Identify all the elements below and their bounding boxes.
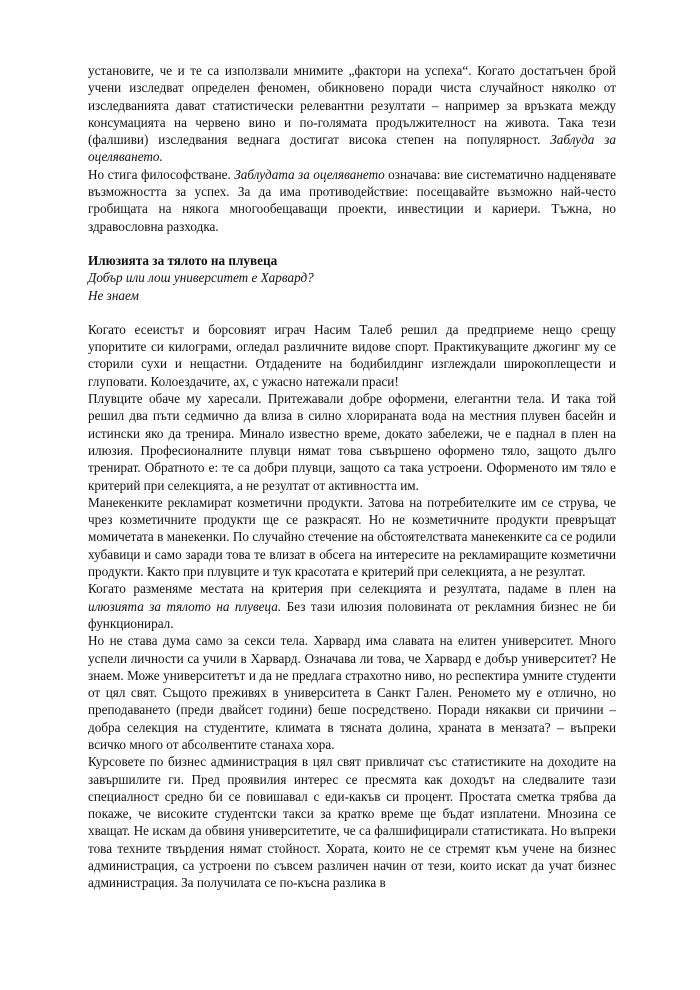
section-subtitle: Добър или лош университет е Харвард? — [88, 270, 314, 286]
paragraph — [88, 166, 616, 235]
emphasis-text: Заблудата за оцеляването — [234, 166, 385, 182]
paragraph-text: установите, че и те са използвали мнимите „фактори на успеха“. Когато достатъчен брой учени изследват определен феномен, обикновено поради чиста случайност няколко от изследванията дават статистически релевантни резултати – например за връзката между консумацията на червено вино и по-голямата продължителност на живота. Така тези (фалшиви) изследвания веднага достигат висока степен на популярност. — [88, 63, 616, 148]
section-heading: Илюзията за тялото на плувеца — [88, 252, 278, 268]
paragraph-text: означава: вие систематично надценявате възможността за успех. За да има противодействие: посещавайте възможно най-често гробищата на някога многообещаващи проекти, инвестиции и кариери. Тъжна, но здравословна разходка. — [88, 166, 616, 234]
paragraph: Когато есеистът и борсовият играч Насим Талеб решил да предприеме нещо срещу упоритите си килограми, огледал различните видове спорт. Практикуващите джогинг му се сторили сухи и нещастни. Отдадените на бодибилдинг изглеждали широкоплещести и глуповати. Колоездачите, ах, с ужасно натежали праси! — [88, 321, 616, 389]
document-page — [88, 62, 616, 892]
paragraph: Плувците обаче му харесали. Притежавали добре оформени, елегантни тела. И така той решил два пъти седмично да влиза в силно хлорираната вода на местния плувен басейн и истински яко да тренира. Минало известно време, докато забележи, че е паднал в плен на илюзия. Професионалните плувци нямат това съвършено оформено тяло, защото дълго тренират. Обратното е: те са добри плувци, защото са така устроени. Оформеното им тяло е критерий при селекцията, а не резултат от активността им. — [88, 391, 616, 493]
emphasis-text: Заблуда за оцеляването. — [88, 132, 616, 165]
spacer — [88, 235, 616, 252]
paragraph-text: Без тази илюзия половината от рекламния бизнес не би функционирал. — [88, 598, 616, 631]
paragraph-text: Но стига философстване. — [88, 166, 235, 182]
spacer — [88, 304, 616, 321]
emphasis-text: илюзията за тялото на плувеца. — [88, 598, 282, 614]
paragraph — [88, 62, 616, 166]
paragraph — [88, 580, 616, 632]
paragraph: Манекенките рекламират козметични продукти. Затова на потребителките им се струва, че чрез козметичните продукти ще се разкрасят. Но не козметичните продукти превръщат момичетата в манекенки. По случайно стечение на обстоятелствата манекенките са се родили хубавици и само заради това те влизат в обсега на интересите на рекламиращите козметични продукти. Както при плувците и тук красотата е критерий при селекцията, а не резултат. — [88, 494, 616, 580]
paragraph: Но не става дума само за секси тела. Харвард има славата на елитен университет. Много успели личности са учили в Харвард. Означава ли това, че Харвард е добър университет? Не знаем. Може университетът и да не предлага страхотно ниво, но респектира умните студенти от цял свят. Същото преживях в университета в Санкт Гален. Реномето му е отлично, но преподаването (преди двайсет години) беше посредствено. Поради някакви си причини – добра селекция на студентите, климата в тясната долина, храната в мензата? – въпреки всичко много от абсолвентите станаха хора. — [88, 633, 616, 752]
paragraph: Курсовете по бизнес администрация в цял свят привличат със статистиките на доходите на завършилите ги. Пред проявилия интерес се пресмята как доходът на следвалите тази специалност средно би се повишавал с еди-какъв си процент. Простата сметка трябва да покаже, че високите студентски такси за кратко време ще бъдат изплатени. Мнозина се хващат. Не искам да обвиня университетите, че са фалшифицирали статистиката. Но въпреки това техните твърдения нямат стойност. Хората, които не се стремят към учене на бизнес администрация, са устроени по съвсем различен начин от тези, които искат да учат бизнес администрация. За получилата се по-късна разлика в — [88, 754, 616, 891]
paragraph-text: Когато разменяме местата на критерия при селекцията и резултата, падаме в плен на — [88, 581, 616, 597]
section-subtitle: Не знаем — [88, 287, 139, 303]
